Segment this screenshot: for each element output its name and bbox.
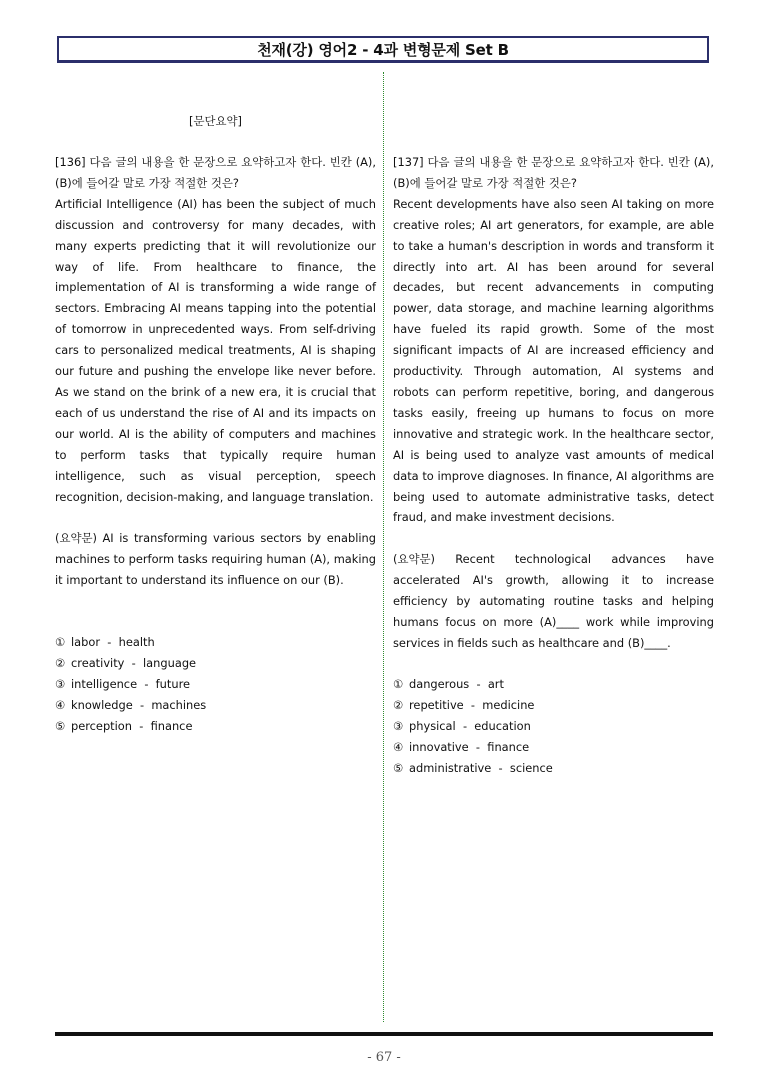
question-136-prompt: [136] 다음 글의 내용을 한 문장으로 요약하고자 한다. 빈칸 (A),(B)에 들어갈 말로 가장 적절한 것은? (55, 155, 376, 190)
column-divider (383, 72, 384, 1022)
option-text: physical - education (409, 718, 531, 733)
option-text: administrative - science (409, 760, 553, 775)
page-number: - 67 - (367, 1050, 401, 1065)
option-2[interactable] (55, 653, 376, 674)
question-136-passage: Artificial Intelligence (AI) has been the subject of much discussion and controversy for many decades, with many experts predicting that it will revolutionize our way of life. From healthcare to finance, the implementation of AI is transforming a wide range of sectors. Embracing AI means tapping into the potential of tomorrow in unprecedented ways. From self-driving cars to personalized medical treatments, AI is shaping our future and pushing the envelope like never before. As we stand on the brink of a new era, it is crucial that each of us understand the rise of AI and its impacts on our world. AI is the ability of computers and machines to perform tasks that typically require human intelligence, such as visual perception, speech recognition, decision-making, and language translation. (55, 196, 376, 504)
option-text: repetitive - medicine (409, 697, 535, 712)
option-text: labor - health (71, 635, 155, 649)
question-137 (393, 152, 714, 528)
question-137-summary: (요약문) Recent technological advances have accelerated AI's growth, allowing it to increase efficiency by automating routine tasks and helping humans focus on more (A)____ work while improving services in fields such as healthcare and (B)____. (393, 552, 714, 650)
option-5[interactable] (55, 716, 376, 737)
section-title: [문단요약] (189, 114, 242, 128)
option-1[interactable] (55, 632, 376, 653)
question-137-options (393, 674, 714, 778)
option-text: innovative - finance (409, 739, 530, 754)
option-3[interactable] (393, 716, 714, 737)
option-text: creativity - language (71, 655, 197, 670)
option-number: ① (393, 677, 404, 691)
option-number: ② (393, 697, 404, 712)
option-text: intelligence - future (71, 676, 191, 691)
option-number: ③ (393, 718, 404, 733)
question-136-summary: (요약문) AI is transforming various sectors by enabling machines to perform tasks requiring human (A), making it important to understand its influence on our (B). (55, 531, 376, 587)
option-number: ⑤ (393, 760, 404, 775)
question-136 (55, 152, 376, 507)
footer-rule (55, 1032, 713, 1036)
question-136-options (55, 632, 376, 736)
option-5[interactable] (393, 758, 714, 779)
option-text: perception - finance (71, 718, 193, 733)
option-number: ② (55, 655, 66, 670)
question-137-passage: Recent developments have also seen AI taking on more creative roles; AI art generators, for example, are able to take a human's description in words and transform it directly into art. AI has been around for several decades, but recent advancements in computing power, data storage, and machine learning algorithms have fueled its rapid growth. Some of the most significant impacts of AI are increased efficiency and productivity. Through automation, AI systems and robots can perform repetitive, boring, and dangerous tasks easily, freeing up humans to focus on more innovative and strategic work. In the healthcare sector, AI is being used to analyze vast amounts of medical data to improve diagnoses. In finance, AI algorithms are being used to automate administrative tasks, detect fraud, and make investment decisions. (393, 196, 714, 525)
option-3[interactable] (55, 674, 376, 695)
option-4[interactable] (55, 695, 376, 716)
option-4[interactable] (393, 737, 714, 758)
option-text: knowledge - machines (71, 697, 207, 712)
option-number: ⑤ (55, 718, 66, 733)
page-title: 천재(강) 영어2 - 4과 변형문제 Set B (257, 40, 509, 59)
option-number: ③ (55, 676, 66, 691)
option-number: ① (55, 635, 66, 649)
option-number: ④ (55, 697, 66, 712)
question-137-prompt: [137] 다음 글의 내용을 한 문장으로 요약하고자 한다. 빈칸 (A),(B)에 들어갈 말로 가장 적절한 것은? (393, 155, 714, 190)
option-text: dangerous - art (409, 677, 504, 691)
header-title-box (57, 36, 709, 63)
option-2[interactable] (393, 695, 714, 716)
option-1[interactable] (393, 674, 714, 695)
option-number: ④ (393, 739, 404, 754)
